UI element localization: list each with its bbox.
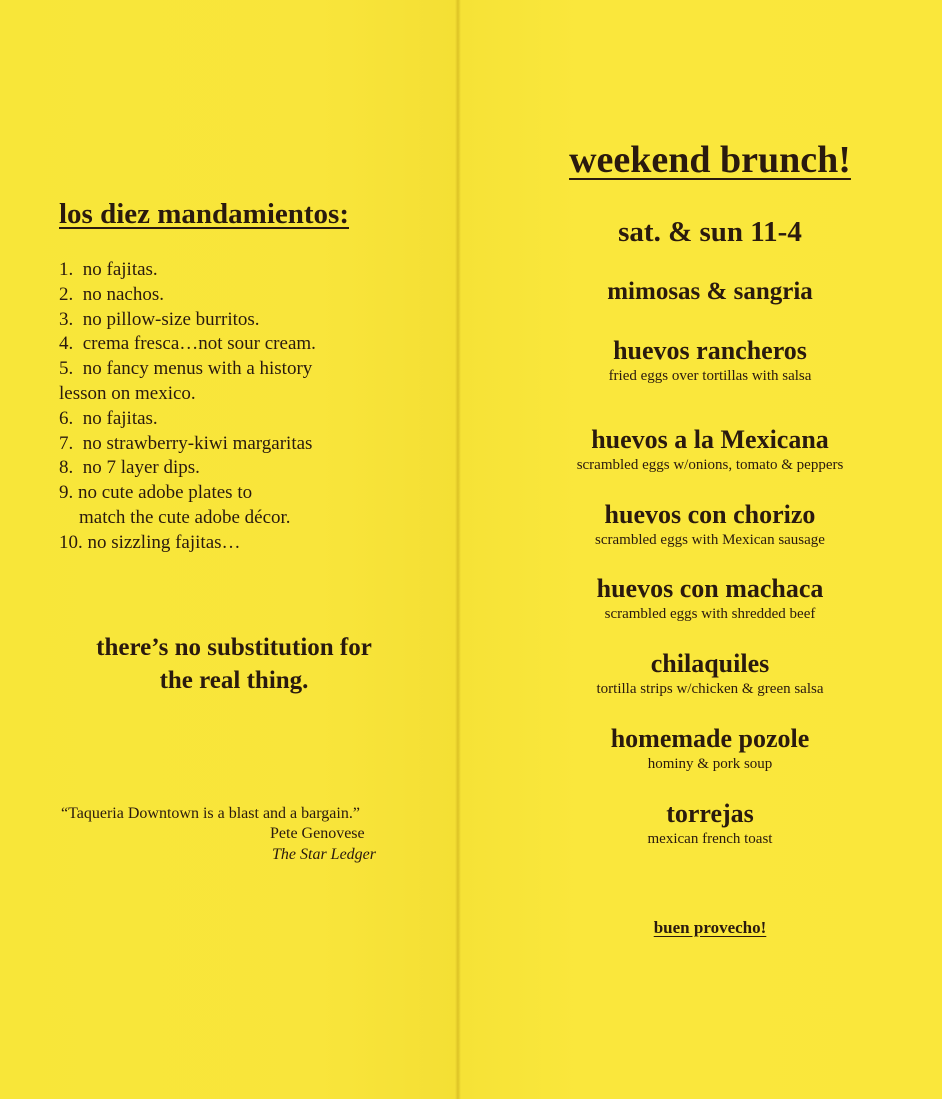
dish-description: fried eggs over tortillas with salsa (608, 368, 812, 384)
commandment-item: 8. no 7 layer dips. (59, 457, 200, 479)
brunch-drinks: mimosas & sangria (607, 278, 813, 305)
dish-description: mexican french toast (647, 831, 773, 847)
quote-source: The Star Ledger (272, 846, 376, 863)
dish-description: hominy & pork soup (647, 756, 773, 772)
commandment-item: 5. no fancy menus with a history lesson on mexico. (59, 358, 313, 404)
dish-name: huevos rancheros (613, 336, 807, 365)
dish-name: chilaquiles (650, 649, 770, 678)
dish-name: torrejas (666, 799, 754, 828)
commandment-item: 10. no sizzling fajitas… (59, 531, 241, 553)
menu-item (520, 573, 900, 623)
dish-name: huevos con machaca (596, 574, 824, 603)
dish-name: huevos a la Mexicana (591, 425, 829, 454)
menu-item (520, 798, 900, 848)
brunch-hours: sat. & sun 11-4 (618, 216, 802, 248)
dish-description: scrambled eggs with Mexican sausage (595, 532, 825, 548)
commandment-item: 3. no pillow-size burritos. (59, 308, 260, 330)
commandments-list (59, 258, 389, 556)
commandment-item: 4. crema fresca…not sour cream. (59, 333, 316, 355)
commandment-item: 1. no fajitas. (59, 259, 158, 280)
farewell-text: buen provecho! (653, 918, 767, 937)
dish-description: tortilla strips w/chicken & green salsa (596, 681, 824, 697)
quote-author: Pete Genovese (270, 825, 365, 842)
commandment-item: 7. no strawberry-kiwi margaritas (59, 432, 313, 454)
brunch-title: weekend brunch! (569, 139, 851, 181)
commandment-item: 2. no nachos. (59, 283, 165, 305)
menu-item (520, 499, 900, 549)
tagline: there’s no substitution for the real thing. (96, 634, 372, 694)
review-quote: “Taqueria Downtown is a blast and a bargain.” (61, 805, 360, 822)
fold-crease (455, 0, 461, 1099)
dish-name: huevos con chorizo (604, 500, 816, 529)
commandments-title: los diez mandamientos: (59, 198, 349, 230)
menu-item (520, 424, 900, 474)
commandment-item: 6. no fajitas. (59, 407, 158, 429)
dish-name: homemade pozole (610, 724, 810, 753)
menu-item (520, 335, 900, 385)
dish-description: scrambled eggs with shredded beef (604, 606, 816, 622)
menu-item (520, 723, 900, 773)
commandment-item: 9. no cute adobe plates to match the cute adobe décor. (59, 482, 291, 528)
menu-item (520, 648, 900, 698)
dish-description: scrambled eggs w/onions, tomato & peppers (576, 457, 844, 473)
